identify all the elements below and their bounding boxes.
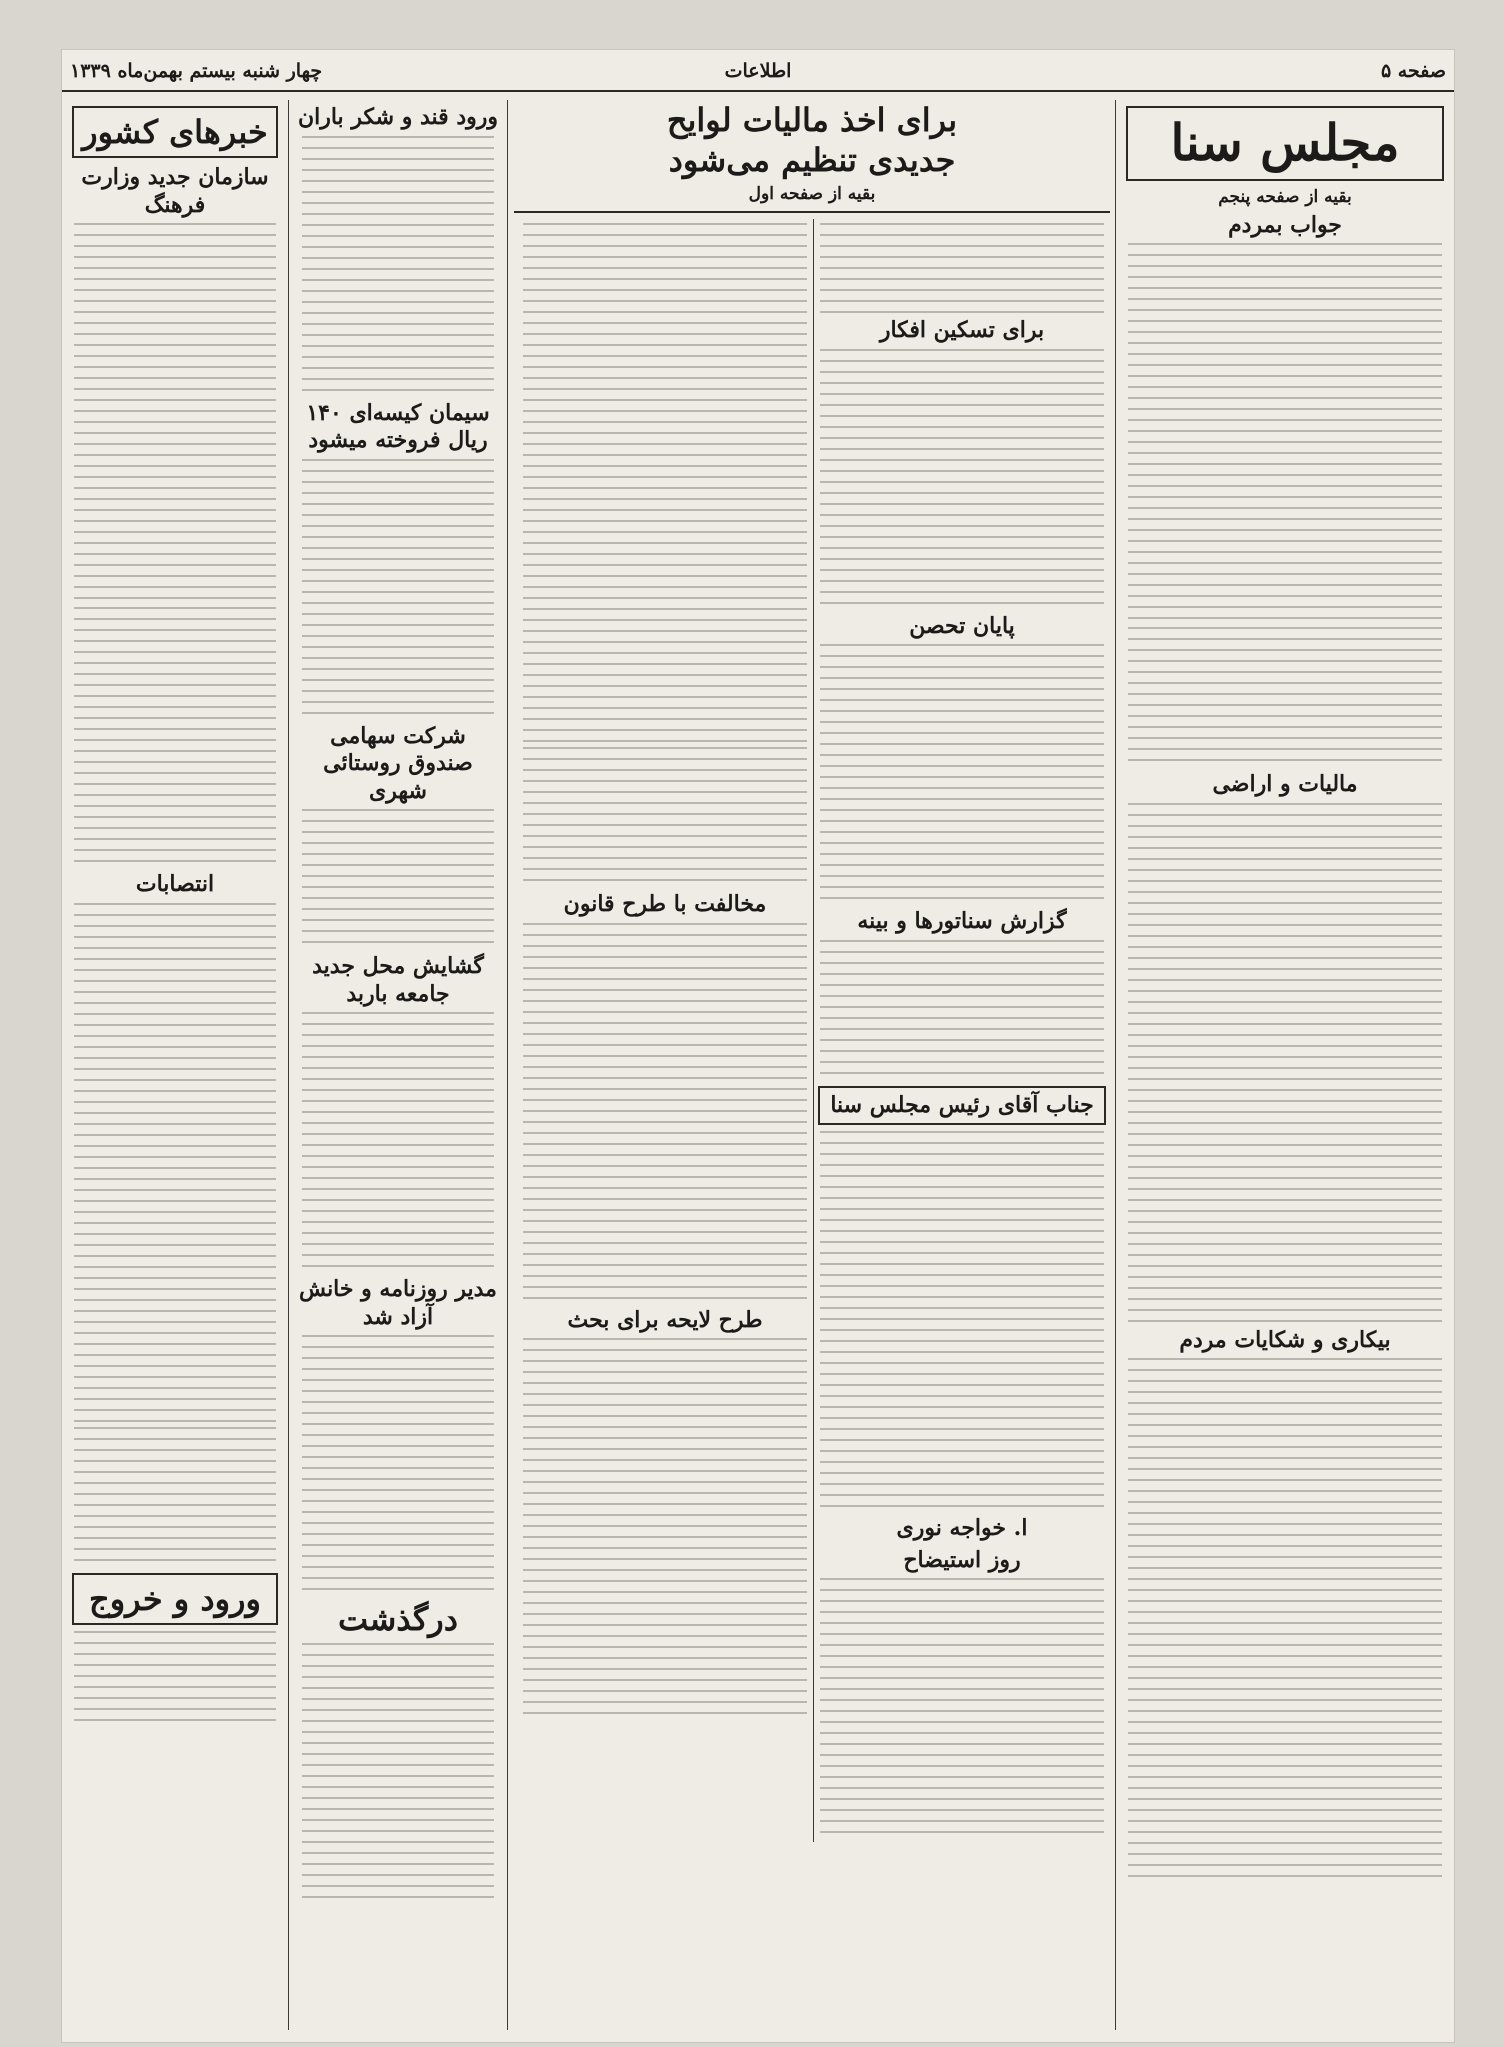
country-subhead-1: سازمان جدید وزارت فرهنگ	[81, 164, 269, 218]
running-head	[62, 56, 1454, 92]
body-text-block	[74, 1427, 276, 1567]
body-text-block	[302, 459, 494, 719]
body-text-block	[1128, 1358, 1442, 1878]
senate-subhead-2: مالیات و اراضی	[1212, 771, 1358, 798]
column-country-news	[68, 100, 282, 2030]
body-text-block	[302, 136, 494, 396]
issue-date: چهار شنبه بیستم بهمن‌ماه ۱۳۳۹	[70, 60, 323, 82]
country-subhead-3: ورود و خروج	[72, 1573, 278, 1625]
body-text-block	[820, 1131, 1104, 1511]
column-divider	[288, 100, 289, 2030]
misc-subhead-2: سیمان کیسه‌ای ۱۴۰ ریال فروخته میشود	[306, 399, 490, 453]
body-text-block	[523, 1338, 807, 1718]
newspaper-page	[62, 50, 1454, 2042]
column-tax-bill	[514, 100, 1110, 2030]
body-text-block	[1128, 627, 1442, 767]
body-text-block	[820, 223, 1104, 313]
tax-bill-continued: بقیه از صفحه اول	[748, 184, 876, 204]
body-text-block	[820, 349, 1104, 609]
page-number: صفحه ۵	[1380, 60, 1446, 82]
body-text-block	[1128, 803, 1442, 1323]
misc-subhead-4: گشایش محل جدید جامعه باربد	[312, 953, 484, 1007]
column-senate	[1122, 100, 1448, 2030]
tax-subhead-5: مخالفت با طرح قانون	[563, 891, 767, 918]
senate-headline: مجلس سنا	[1126, 106, 1444, 181]
tax-subhead-4: جناب آقای رئیس مجلس سنا	[818, 1086, 1106, 1126]
tax-subhead-6: طرح لایحه برای بحث	[567, 1306, 763, 1333]
body-text-block	[302, 1643, 494, 1903]
senate-subhead-1: جواب بمردم	[1228, 211, 1342, 238]
country-headline: خبرهای کشور	[72, 106, 278, 158]
body-text-block	[74, 223, 276, 603]
misc-subhead-1: ورود قند و شکر باران	[297, 104, 499, 130]
tax-subhead-3: گزارش سناتورها و بینه	[857, 908, 1067, 935]
tax-bill-headline: برای اخذ مالیات لوایح جدیدی تنظیم می‌شود	[666, 101, 958, 179]
country-subhead-2: انتصابات	[135, 871, 215, 897]
body-text-block	[523, 747, 807, 887]
body-text-block	[302, 1335, 494, 1595]
column-divider	[507, 100, 508, 2030]
tax-subhead-8: ا. خواجه نوری	[896, 1515, 1028, 1542]
body-text-block	[74, 1631, 276, 1721]
paper-name: اطلاعات	[724, 60, 792, 82]
body-text-block	[302, 809, 494, 949]
senate-subhead-3: بیکاری و شکایات مردم	[1179, 1326, 1391, 1353]
body-text-block	[523, 223, 807, 743]
body-text-block	[820, 644, 1104, 904]
senate-continued: بقیه از صفحه پنجم	[1218, 186, 1352, 207]
body-text-block	[74, 607, 276, 867]
misc-subhead-5: مدیر روزنامه و خانش آزاد شد	[299, 1276, 497, 1330]
misc-subhead-6: درگذشت	[338, 1600, 458, 1638]
tax-subhead-1: برای تسکین افکار	[879, 317, 1045, 344]
tax-subhead-7: روز استیضاح	[903, 1546, 1021, 1573]
body-text-block	[820, 1578, 1104, 1838]
body-text-block	[523, 923, 807, 1303]
body-text-block	[1128, 243, 1442, 623]
body-text-block	[74, 903, 276, 1423]
tax-subhead-2: پایان تحصن	[909, 612, 1015, 639]
body-text-block	[820, 940, 1104, 1080]
body-text-block	[302, 1012, 494, 1272]
column-divider	[1115, 100, 1116, 2030]
misc-subhead-3: شرکت سهامی صندوق روستائی شهری	[323, 722, 473, 804]
column-misc-news	[296, 100, 500, 2030]
